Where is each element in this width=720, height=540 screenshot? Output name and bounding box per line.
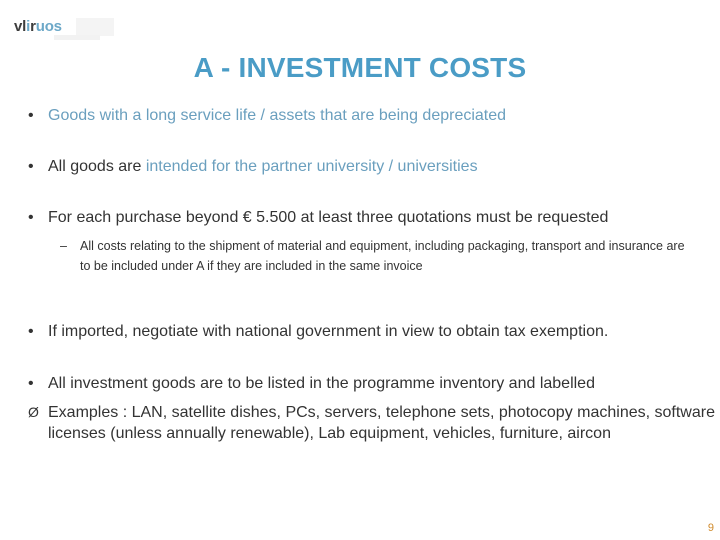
sub-bullet-mark: – (60, 239, 67, 253)
bullet-text: For each purchase beyond € 5.500 at least three quotations must be requested (48, 209, 609, 226)
bullet-text-lead: All goods are (48, 158, 146, 175)
page-number: 9 (707, 522, 714, 534)
examples-text: Examples : LAN, satellite dishes, PCs, servers, telephone sets, photocopy machines, software licenses (unless annually renewable), Lab equipment, vehicles, furniture, aircon (48, 404, 715, 442)
arrow-bullet-icon: Ø (28, 404, 39, 420)
bullet-mark: • (28, 209, 34, 226)
bullet-text: Goods with a long service life / assets that are being depreciated (48, 107, 507, 124)
bullet-text: All investment goods are to be listed in the programme inventory and labelled (48, 375, 595, 392)
bullet-mark: • (28, 323, 34, 340)
bullet-text-highlight: intended for the partner university / universities (145, 158, 478, 175)
page-title: A - INVESTMENT COSTS (193, 52, 527, 83)
logo-tagline (54, 35, 100, 40)
logo-tagline-box (76, 18, 114, 36)
bullet-text (48, 158, 478, 176)
bullet-mark: • (28, 375, 34, 392)
sub-bullet-text: All costs relating to the shipment of material and equipment, including packaging, transport and insurance are to be included under A if they are included in the same invoice (80, 239, 685, 273)
bullet-mark: • (28, 158, 34, 175)
vliruos-logo (14, 18, 100, 42)
bullet-text: If imported, negotiate with national government in view to obtain tax exemption. (48, 323, 609, 340)
bullet-mark: • (28, 107, 34, 124)
logo-text: vliruos (14, 18, 62, 35)
